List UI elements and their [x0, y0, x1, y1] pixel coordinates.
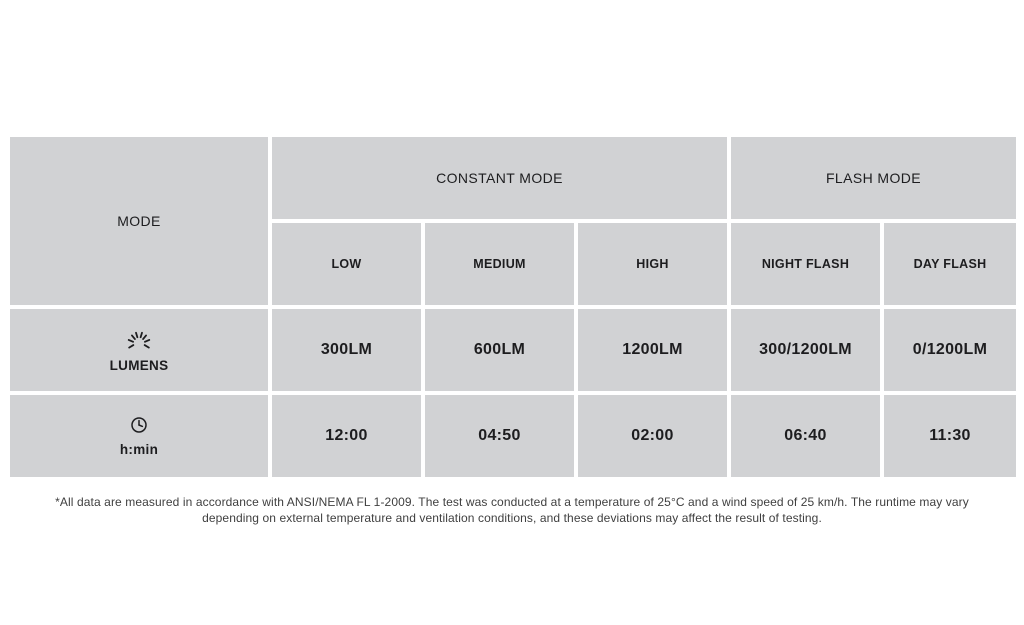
runtime-row-header: [10, 395, 268, 477]
lumens-night-flash: 300/1200LM: [731, 309, 880, 391]
shine-icon: [121, 327, 157, 351]
lumens-high: 1200LM: [578, 309, 727, 391]
runtime-low: 12:00: [272, 395, 421, 477]
lumens-day-flash: 0/1200LM: [884, 309, 1016, 391]
flash-mode-group-header: FLASH MODE: [731, 137, 1016, 219]
mode-corner-header: MODE: [10, 137, 268, 305]
runtime-night-flash: 06:40: [731, 395, 880, 477]
runtime-day-flash: 11:30: [884, 395, 1016, 477]
runtime-medium: 04:50: [425, 395, 574, 477]
constant-mode-group-header: CONSTANT MODE: [272, 137, 727, 219]
runtime-high: 02:00: [578, 395, 727, 477]
column-header-night-flash: NIGHT FLASH: [731, 223, 880, 305]
group-header-row: [10, 137, 1016, 219]
runtime-row-label: h:min: [119, 442, 159, 457]
lumens-low: 300LM: [272, 309, 421, 391]
column-header-low: LOW: [272, 223, 421, 305]
spec-table: [6, 133, 1020, 481]
clock-icon: [129, 415, 149, 435]
lumens-row: [10, 309, 1016, 391]
lumens-medium: 600LM: [425, 309, 574, 391]
column-header-medium: MEDIUM: [425, 223, 574, 305]
column-header-day-flash: DAY FLASH: [884, 223, 1016, 305]
footnote: *All data are measured in accordance with ANSI/NEMA FL 1-2009. The test was conducted at a temperature of 25°C and a wind speed of 25 km/h. The runtime may vary depending on external temperature and ventilation conditions, and these deviations may affect the result of testing.: [55, 495, 969, 525]
runtime-row: [10, 395, 1016, 477]
column-header-high: HIGH: [578, 223, 727, 305]
lumens-row-header: [10, 309, 268, 391]
lumens-row-label: LUMENS: [109, 358, 169, 373]
